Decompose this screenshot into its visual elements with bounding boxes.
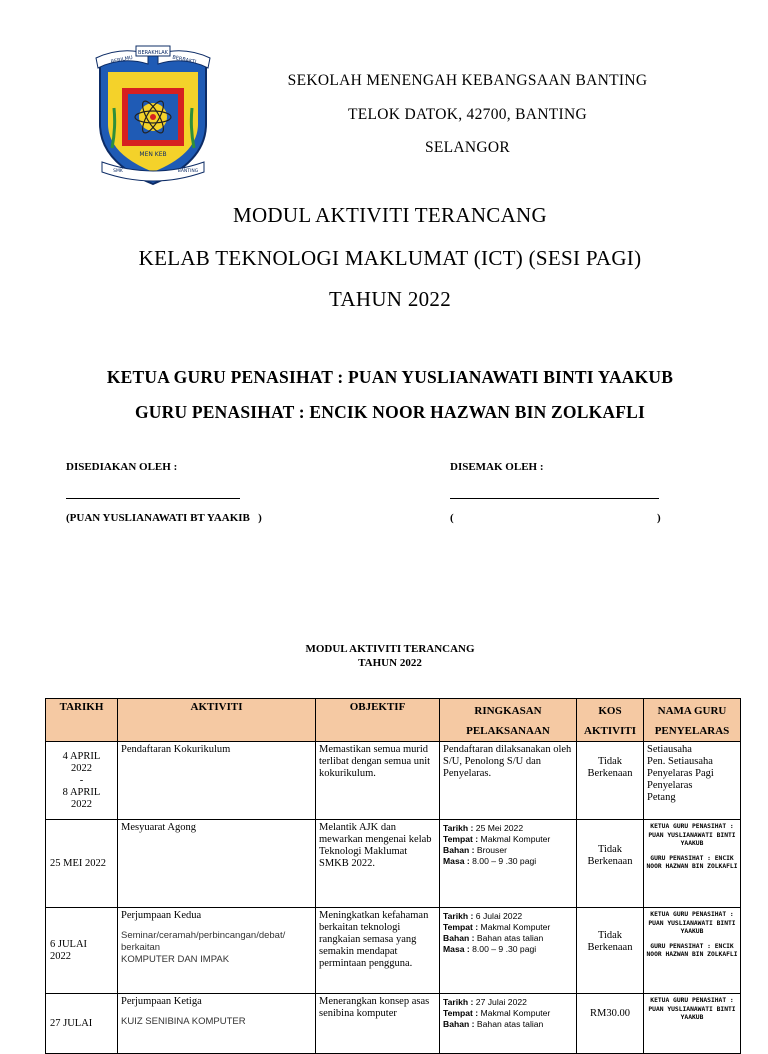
cell-tarikh: 25 MEI 2022 [46,820,118,908]
logo-text-br: BANTING [177,169,199,174]
cell-ringkasan: Tarikh : 27 Julai 2022 Tempat : Makmal Komputer Bahan : Bahan atas talian [440,994,577,1054]
checked-signature-line [450,498,659,499]
cell-objektif: Memastikan semua murid terlibat dengan semua unit kokurikulum. [316,742,440,820]
school-logo [92,44,214,188]
table-title-1: MODUL AKTIVITI TERANCANG [305,643,475,655]
header-objektif: OBJEKTIF [316,699,440,742]
school-name: SEKOLAH MENENGAH KEBANGSAAN BANTING [287,72,648,89]
cell-tarikh: 4 APRIL 2022 - 8 APRIL 2022 [46,742,118,820]
table-row [46,908,741,994]
cell-guru: Setiausaha Pen. Setiausaha Penyelaras Pagi Penyelaras Petang [644,742,741,820]
cell-tarikh: 27 JULAI [46,994,118,1054]
cell-guru: KETUA GURU PENASIHAT : PUAN YUSLIANAWATI BINTI YAAKUB [644,994,741,1054]
school-address: TELOK DATOK, 42700, BANTING [347,106,587,123]
prepared-by-name: (PUAN YUSLIANAWATI BT YAAKIB ) [66,512,262,524]
doc-title-1: MODUL AKTIVITI TERANCANG [232,203,547,227]
cell-objektif: Meningkatkan kefahaman berkaitan teknologi rangkaian semasa yang semakin mendapat permintaan pengguna. [316,908,440,994]
cell-aktiviti: Perjumpaan Kedua Seminar/ceramah/perbincangan/debat/ berkaitan KOMPUTER DAN IMPAK [118,908,316,994]
doc-title-3: TAHUN 2022 [328,287,452,311]
prepared-signature-line [66,498,240,499]
cell-kos: Tidak Berkenaan [577,742,644,820]
cell-guru: KETUA GURU PENASIHAT : PUAN YUSLIANAWATI BINTI YAAKUB GURU PENASIHAT : ENCIK NOOR HAZWAN BIN ZOLKAFLI [644,908,741,994]
logo-text-bottom: MEN KEB [139,151,167,158]
cell-ringkasan: Tarikh : 25 Mei 2022 Tempat : Makmal Komputer Bahan : Brouser Masa : 8.00 – 9 .30 pagi [440,820,577,908]
cell-aktiviti: Perjumpaan Ketiga KUIZ SENIBINA KOMPUTER [118,994,316,1054]
header-ringkasan: RINGKASAN PELAKSANAAN [440,699,577,742]
doc-title-2: KELAB TEKNOLOGI MAKLUMAT (ICT) (SESI PAGI) [138,246,642,270]
adviser: GURU PENASIHAT : ENCIK NOOR HAZWAN BIN ZOLKAFLI [135,402,645,422]
checked-open-paren: ( [450,512,454,524]
logo-text-left: BERILMU [110,54,134,66]
table-row [46,820,741,908]
logo-text-right: BERBAKTI [171,54,197,66]
checked-close-paren: ) [657,512,661,524]
cell-aktiviti: Mesyuarat Agong [118,820,316,908]
cell-ringkasan: Tarikh : 6 Julai 2022 Tempat : Makmal Komputer Bahan : Bahan atas talian Masa : 8.00 – 9 .30 pagi [440,908,577,994]
activity-table [45,698,741,1054]
header-kos: KOS AKTIVITI [577,699,644,742]
school-state: SELANGOR [424,139,511,156]
header-nama-guru: NAMA GURU PENYELARAS [644,699,741,742]
cell-guru: KETUA GURU PENASIHAT : PUAN YUSLIANAWATI BINTI YAAKUB GURU PENASIHAT : ENCIK NOOR HAZWAN BIN ZOLKAFLI [644,820,741,908]
cell-ringkasan: Pendaftaran dilaksanakan oleh S/U, Penolong S/U dan Penyelaras. [440,742,577,820]
header-tarikh: TARIKH [46,699,118,742]
table-title-2: TAHUN 2022 [358,657,422,669]
head-adviser: KETUA GURU PENASIHAT : PUAN YUSLIANAWATI BINTI YAAKUB [106,367,674,387]
cell-kos: Tidak Berkenaan [577,820,644,908]
table-header-row [46,699,741,742]
cell-objektif: Melantik AJK dan mewarkan mengenai kelab Teknologi Maklumat SMKB 2022. [316,820,440,908]
checked-by-label: DISEMAK OLEH : [450,461,544,473]
cell-tarikh: 6 JULAI 2022 [46,908,118,994]
header-aktiviti: AKTIVITI [118,699,316,742]
cell-aktiviti: Pendaftaran Kokurikulum [118,742,316,820]
logo-text-top: BERAKHLAK [138,50,168,56]
logo-text-bl: SMK [113,169,123,174]
cell-objektif: Menerangkan konsep asas senibina komputer [316,994,440,1054]
cell-kos: RM30.00 [577,994,644,1054]
prepared-by-label: DISEDIAKAN OLEH : [66,461,178,473]
cell-kos: Tidak Berkenaan [577,908,644,994]
table-row [46,742,741,820]
